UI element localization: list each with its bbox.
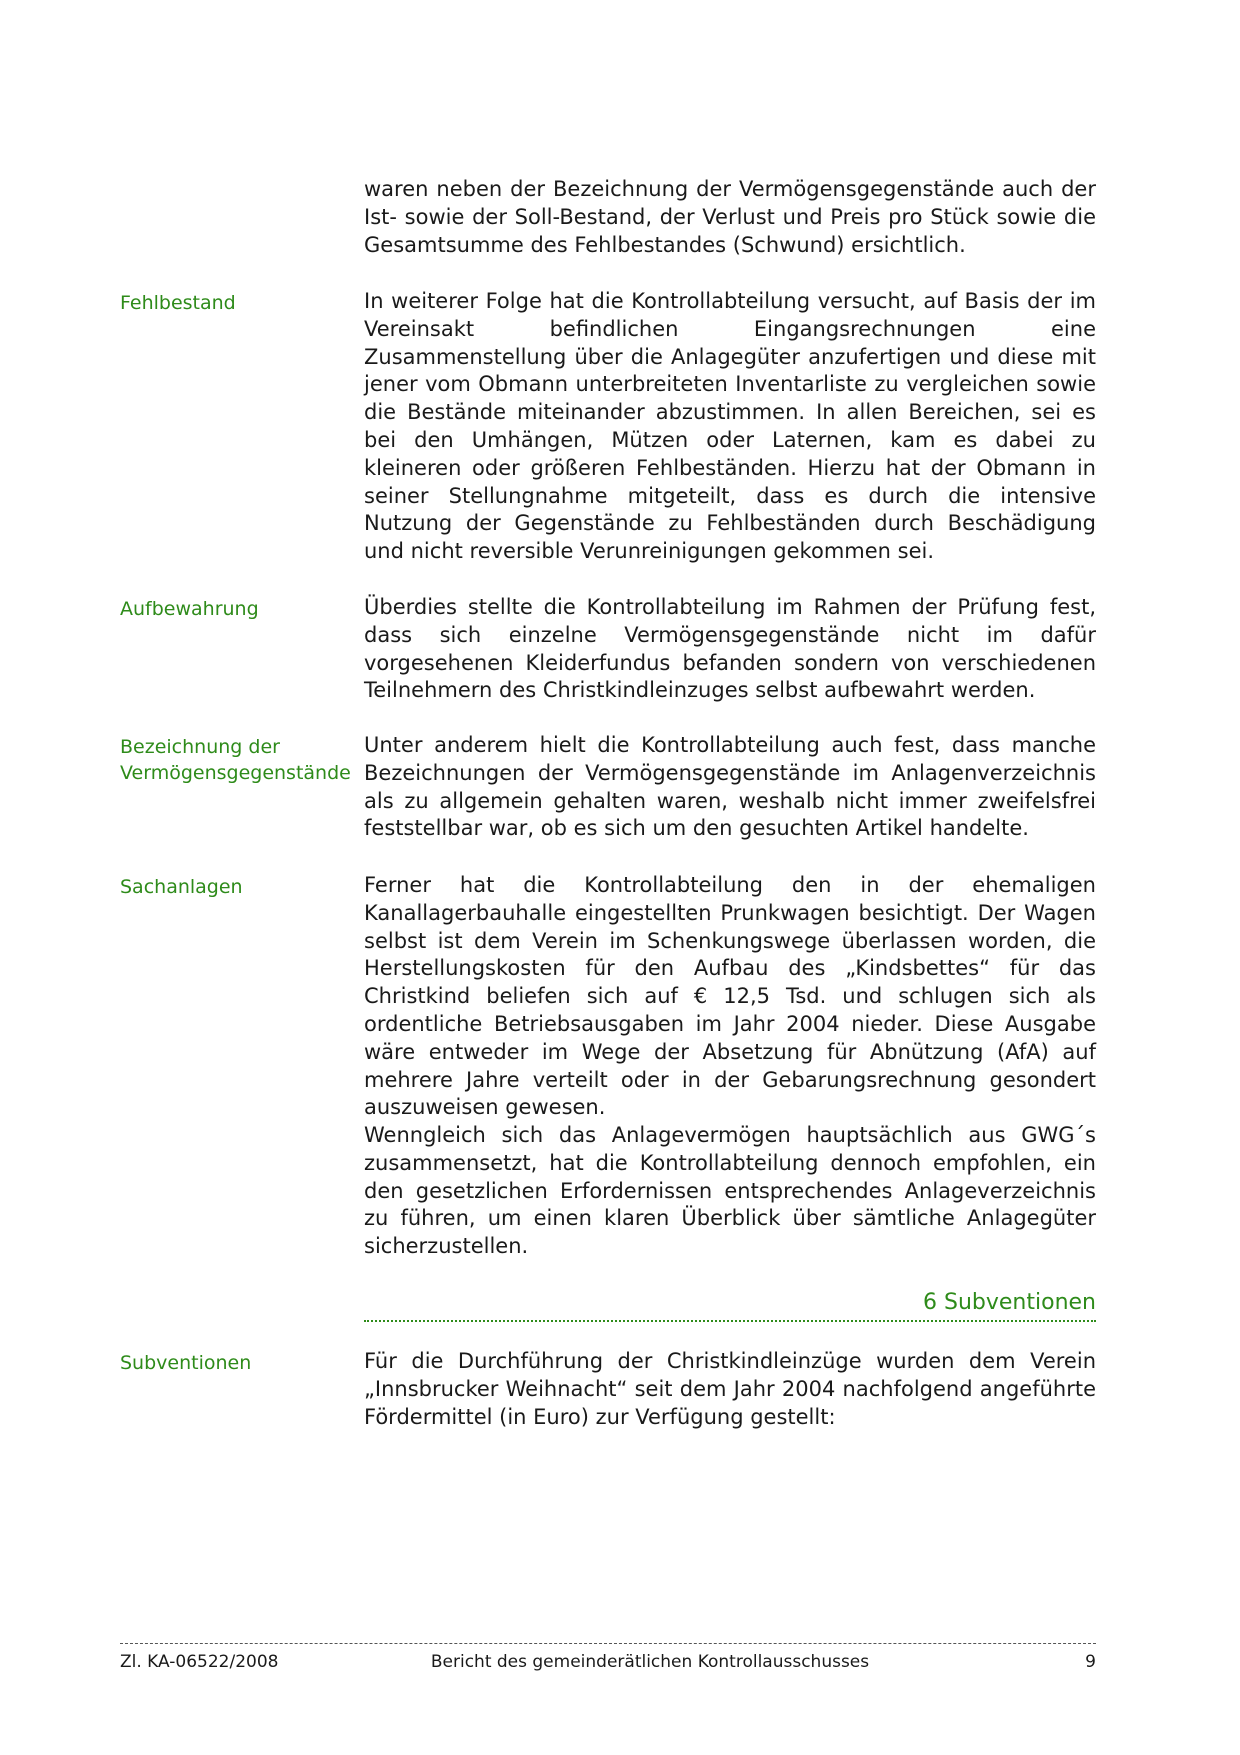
paragraph-intro: [364, 176, 1096, 259]
side-note-bezeichnung: Bezeichnung der Vermögensgegenstände: [120, 736, 351, 784]
footer-title: Bericht des gemeinderätlichen Kontrollausschusses: [430, 1652, 870, 1672]
paragraph-text: In weiterer Folge hat die Kontrollabteilung versucht, auf Basis der im Vereinsakt befindlichen Eingangsrechnungen eine Zusammenstellung über die Anlagegüter anzufertigen und diese mit jener vom Obmann unterbreiteten Inventarliste zu vergleichen sowie die Bestände miteinander abzustimmen. In allen Bereichen, sei es bei den Umhängen, Mützen oder Laternen, kam es dabei zu kleineren oder größeren Fehlbeständen. Hierzu hat der Obmann in seiner Stellungnahme mitgeteilt, dass es durch die intensive Nutzung der Gegenstände zu Fehlbeständen durch Beschädigung und nicht reversible Verunreinigungen gekommen sei.: [364, 289, 1096, 564]
side-note-aufbewahrung: Aufbewahrung: [120, 598, 259, 620]
paragraph-text: Unter anderem hielt die Kontrollabteilung auch fest, dass manche Bezeichnungen der Vermögensgegenstände im Anlagenverzeichnis als zu allgemein gehalten waren, weshalb nicht immer zweifelsfrei feststellbar war, ob es sich um den gesuchten Artikel handelte.: [364, 733, 1096, 841]
footer-divider: [120, 1643, 1096, 1644]
paragraph-subventionen: [364, 1348, 1096, 1431]
paragraph-anlageverzeichnis: [364, 1122, 1096, 1261]
paragraph-sachanlagen: [364, 872, 1096, 1122]
footer-reference: Zl. KA-06522/2008: [120, 1652, 279, 1672]
paragraph-text: Ferner hat die Kontrollabteilung den in der ehemaligen Kanallagerbauhalle eingestellten Prunkwagen besichtigt. Der Wagen selbst ist dem Verein im Schenkungswege überlassen worden, die Herstellungskosten für den Aufbau des „Kindsbettes“ für das Christkind beliefen sich auf € 12,5 Tsd. und schlugen sich als ordentliche Betriebsausgaben im Jahr 2004 nieder. Diese Ausgabe wäre entweder im Wege der Absetzung für Abnützung (AfA) auf mehrere Jahre verteilt oder in der Gebarungsrechnung gesondert auszuweisen gewesen.: [364, 873, 1096, 1120]
page-number: 9: [1085, 1652, 1096, 1672]
paragraph-bezeichnung: [364, 732, 1096, 843]
paragraph-text: Für die Durchführung der Christkindleinzüge wurden dem Verein „Innsbrucker Weihnacht“ seit dem Jahr 2004 nachfolgend angeführte Fördermittel (in Euro) zur Verfügung gestellt:: [364, 1349, 1096, 1429]
paragraph-text: Wenngleich sich das Anlagevermögen hauptsächlich aus GWG´s zusammensetzt, hat die Kontrollabteilung dennoch empfohlen, ein den gesetzlichen Erfordernissen entsprechendes Anlageverzeichnis zu führen, um einen klaren Überblick über sämtliche Anlagegüter sicherzustellen.: [364, 1123, 1096, 1259]
paragraph-fehlbestand: [364, 288, 1096, 566]
section-divider: [364, 1320, 1096, 1322]
side-note-subventionen: Subventionen: [120, 1352, 252, 1374]
side-note-fehlbestand: Fehlbestand: [120, 292, 236, 314]
paragraph-text: waren neben der Bezeichnung der Vermögensgegenstände auch der Ist- sowie der Soll-Bestand, der Verlust und Preis pro Stück sowie die Gesamtsumme des Fehlbestandes (Schwund) ersichtlich.: [364, 177, 1096, 257]
paragraph-text: Überdies stellte die Kontrollabteilung im Rahmen der Prüfung fest, dass sich einzelne Vermögensgegenstände nicht im dafür vorgesehenen Kleiderfundus befanden sondern von verschiedenen Teilnehmern des Christkindleinzuges selbst aufbewahrt werden.: [364, 595, 1096, 703]
side-note-sachanlagen: Sachanlagen: [120, 876, 243, 898]
paragraph-aufbewahrung: [364, 594, 1096, 705]
section-heading: 6 Subventionen: [923, 1290, 1096, 1315]
